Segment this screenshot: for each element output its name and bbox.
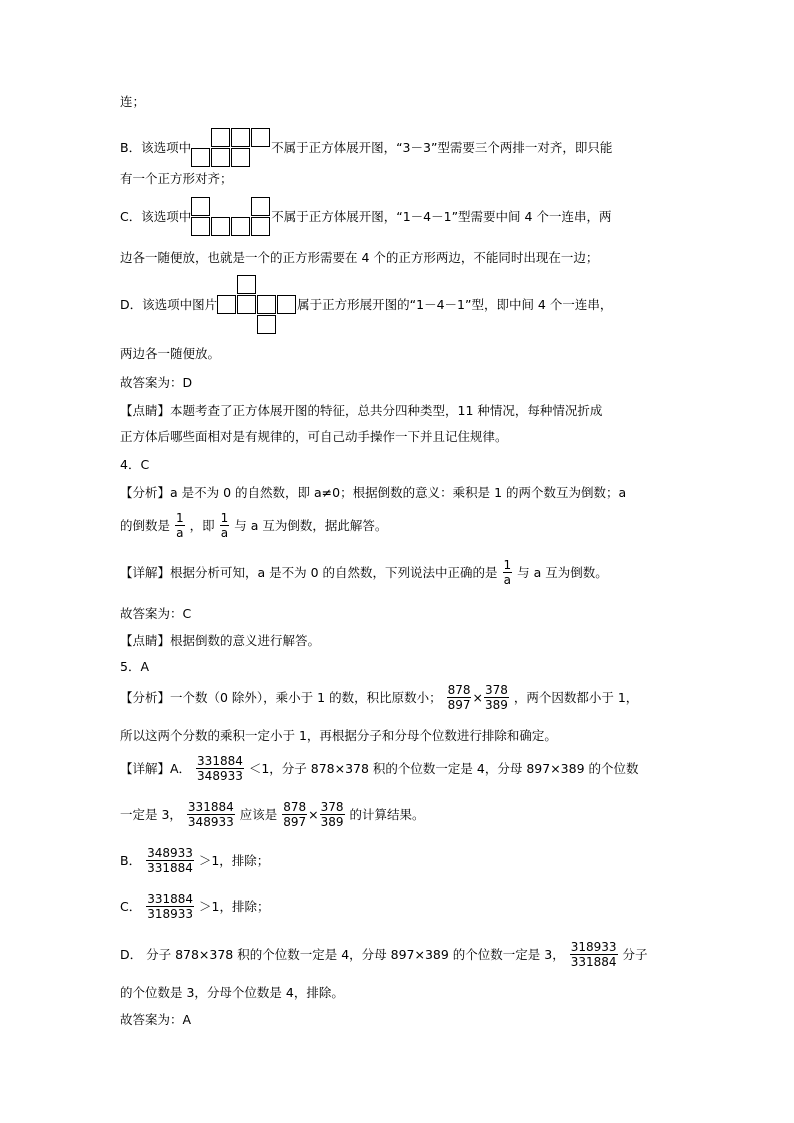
analysis-line: 【分析】一个数（0 除外），乘小于 1 的数，积比原数小； $\frac{878}{897}$ × $\frac{378}{389}$ ，两个因数都小于 1，	[120, 683, 639, 712]
analysis-line: 所以这两个分数的乘积一定小于 1，再根据分子和分母个位数进行排除和确定。	[120, 728, 557, 743]
fraction: $\frac{331884}{348933}$	[197, 754, 243, 783]
fraction: $\frac{878}{897}$	[447, 683, 471, 712]
fraction: $\frac{378}{389}$	[320, 800, 344, 829]
text-line: 连；	[120, 94, 146, 109]
fraction: $\frac{878}{897}$	[283, 800, 307, 829]
question-number: 5．A	[120, 659, 150, 674]
text-line: 有一个正方形对齐；	[120, 171, 233, 186]
fraction: $\frac{348933}{331884}$	[147, 846, 193, 875]
comment-line: 【点睛】根据倒数的意义进行解答。	[120, 633, 321, 648]
fraction: $\frac{1}{a}$	[220, 511, 229, 540]
option-c-line: C．该选项中 不属于正方体展开图，“1－4－1”型需要中间 4 个一连串，两	[120, 197, 611, 237]
cube-net-1-4-1-figure	[217, 275, 297, 335]
option-d-line: D．该选项中图片 属于正方形展开图的“1－4－1”型，即中间 4 个一连串，	[120, 275, 612, 335]
comment-line: 【点睛】本题考查了正方体展开图的特征，总共分四种类型，11 种情况，每种情况折成	[120, 403, 603, 418]
analysis-line: 【分析】a 是不为 0 的自然数，即 a≠0；根据倒数的意义：乘积是 1 的两个数互为倒数；a	[120, 485, 627, 500]
analysis-line: 的倒数是 $\frac{1}{a}$ ，即 $\frac{1}{a}$ 与 a 互为倒数，据此解答。	[120, 511, 388, 540]
detail-line: 一定是 3， $\frac{331884}{348933}$ 应该是 $\frac{878}{897}$ × $\frac{378}{389}$ 的计算结果。	[120, 800, 425, 829]
detail-line: 的个位数是 3，分母个位数是 4，排除。	[120, 985, 344, 1000]
detail-line: C． $\frac{331884}{318933}$ ＞1，排除；	[120, 892, 270, 921]
detail-line: 【详解】A． $\frac{331884}{348933}$ ＜1，分子 878×378 积的个位数一定是 4，分母 897×389 的个位数	[120, 754, 639, 783]
fraction: $\frac{318933}{331884}$	[570, 940, 617, 969]
answer-line: 故答案为：C	[120, 606, 192, 621]
answer-line: 故答案为：D	[120, 375, 193, 390]
fraction: $\frac{1}{a}$	[503, 558, 512, 587]
fraction: $\frac{378}{389}$	[484, 683, 508, 712]
text-line: 两边各一随便放。	[120, 346, 221, 361]
fraction: $\frac{331884}{318933}$	[147, 892, 194, 921]
detail-line: 【详解】根据分析可知，a 是不为 0 的自然数，下列说法中正确的是 $\frac{1}{a}$ 与 a 互为倒数。	[120, 558, 608, 587]
detail-line: B． $\frac{348933}{331884}$ ＞1，排除；	[120, 846, 270, 875]
fraction: $\frac{1}{a}$	[176, 511, 184, 540]
answer-line: 故答案为：A	[120, 1012, 192, 1027]
detail-line: D． 分子 878×378 积的个位数一定是 4，分母 897×389 的个位数一定是 3， $\frac{318933}{331884}$ 分子	[120, 940, 648, 969]
comment-line: 正方体后哪些面相对是有规律的，可自己动手操作一下并且记住规律。	[120, 429, 508, 444]
fraction: $\frac{331884}{348933}$	[187, 800, 234, 829]
text-line: 边各一随便放，也就是一个的正方形需要在 4 个的正方形两边，不能同时出现在一边；	[120, 250, 599, 265]
cube-net-3-3-figure	[191, 128, 271, 168]
cube-net-1-4-1-figure	[191, 197, 271, 237]
question-number: 4．C	[120, 457, 150, 472]
option-b-line: B．该选项中 不属于正方体展开图，“3－3”型需要三个两排一对齐，即只能	[120, 128, 612, 158]
